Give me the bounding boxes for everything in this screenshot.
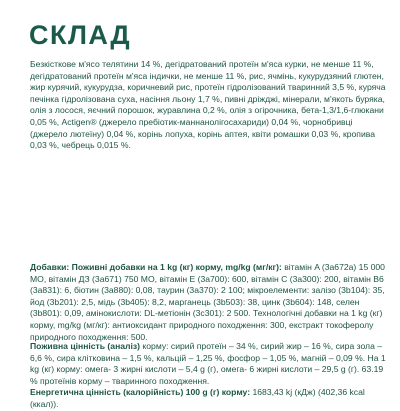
- nutrition-label: Поживна цінність (аналіз): [30, 341, 141, 351]
- additives-text: вітамін A (3a672a) 15 000 МО, вітамін ДЗ (3a671) 750 МО, вітамін E (3a700): 600, вітамін C (3a300): 200, вітамін B6 (3a831): 6, біотин (3a880): 0,08, таурин (3a370): 2 100; мікроелементи: залізо (3b104): 35, йод (3b201): 2,5, мідь (3b405): 8,2, марганець (3b503): 38, цинк (3b604): 148, селен (3b801): 0,09, амінокислоти: DL-метіонін (3c301): 2 500. Технологічні добавки на 1 kg (кг) корму, mg/kg (мг/кг): антиоксидант природного походження: 300, екстракт токоферолу природного походження: 500.: [30, 262, 385, 342]
- additives-label: Добавки: Поживні добавки на 1 kg (кг) корму, mg/kg (мг/кг):: [30, 262, 282, 272]
- nutrition-text: корму: сирий протеїн – 34 %, сирий жир – 16 %, сира зола – 6,6 %, сира клітковина – 1,5 %, кальцій – 1,25 %, фосфор – 1,05 %, магній – 0,09 %. На 1 kg (кг) корму: омега- 3 жирні кислоти – 5,4 g (г), омега- 6 жирні кислоти – 29,5 g (г). 63.19 % протеїнів корму – тваринного походження.: [30, 341, 386, 386]
- energy-text: 1683,43 kj (кДж) (402,36 kcal (ккал)).: [30, 387, 365, 409]
- nutrition-paragraph: [30, 341, 392, 411]
- composition-text: Безкісткове м'ясо телятини 14 %, дегідратований протеїн м'яса курки, не менше 11 %, дегідратований протеїн м'яса індички, не менше 11 %, рис, ячмінь, кукурудзяний глютен, жир курячий, кукурудза, коричневий рис, протеїн гідролізований тваринний 3,5 %, куряча печінка гідролізована суха, насіння льону 1,7 %, пивні дріжджі, мінерали, м'якоть буряка, олія з лосося, яєчний порошок, журавлина 0,2 %, олія з огірочника, бета-1,3/1,6-глюкани 0,05 %, Actigen® (джерело пребіотик-маннанолігосахариди) 0,04 %, чорнобривці (джерело лютеїну) 0,04 %, корінь лопуха, корінь аптея, квіти ромашки 0,03 %, кропива 0,03 %, чебрець 0,015 %.: [30, 59, 386, 151]
- page-title: СКЛАД: [29, 20, 132, 50]
- additives-paragraph: [30, 262, 392, 343]
- energy-label: Енергетична цінність (калорійність) 100 g (г) корму:: [30, 387, 251, 398]
